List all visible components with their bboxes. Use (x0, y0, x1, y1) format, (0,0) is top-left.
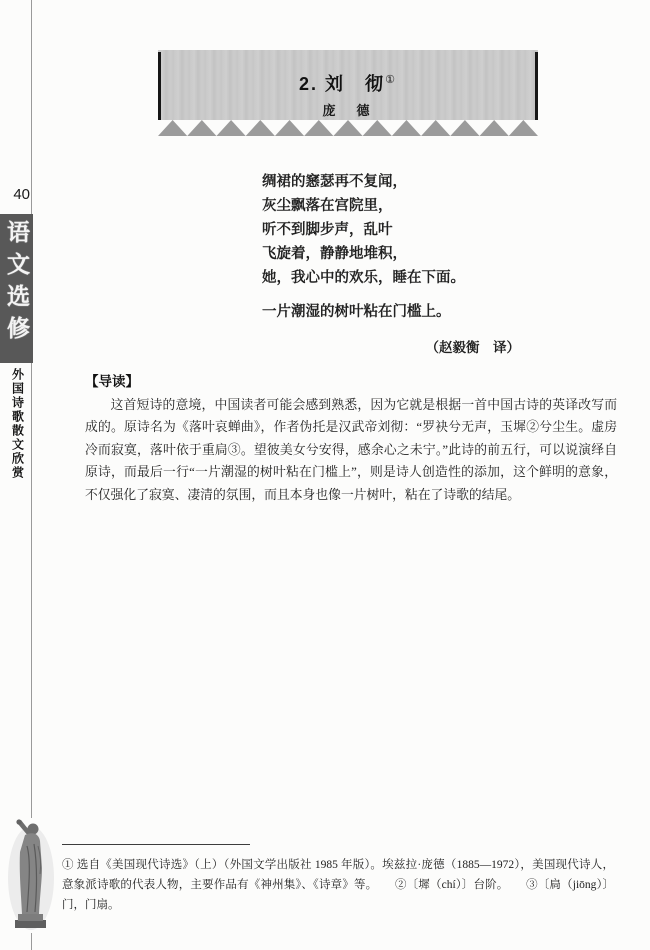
lesson-title (158, 50, 538, 96)
poem-closing-line: 一片潮湿的树叶粘在门槛上。 (262, 304, 451, 320)
footnote-text: ① 选自《美国现代诗选》（上）（外国文学出版社 1985 年版）。埃兹拉·庞德（1885—1972），美国现代诗人，意象派诗歌的代表人物，主要作品有《神州集》、《诗章》等。 ②〔墀（chí）〕台阶。 ③〔扃（jiōng）〕门，门扇。 (62, 859, 614, 911)
guide-paragraph: 这首短诗的意境，中国读者可能会感到熟悉，因为它就是根据一首中国古诗的英译改写而成的。原诗名为《落叶哀蝉曲》，作者伪托是汉武帝刘彻：“罗袂兮无声，玉墀②兮尘生。虚房冷而寂寞，落叶依于重扃③。望彼美女兮安得，感余心之未宁。”此诗的前五行，可以说演绎自原诗，而最后一行“一片潮湿的树叶粘在门槛上”，则是诗人创造性的添加，这个鲜明的意象，不仅强化了寂寞、凄清的氛围，而且本身也像一片树叶，粘在了诗歌的结尾。 (85, 398, 617, 502)
footnote-section (62, 844, 614, 915)
poem-line: 绸裙的窸瑟再不复闻， (262, 174, 407, 190)
lesson-author: 庞 德 (322, 103, 374, 118)
margin-rule-bottom (31, 933, 32, 950)
poem-block (262, 170, 520, 360)
poem-line: 飞旋着，静静地堆积， (262, 246, 407, 262)
series-banner (0, 214, 33, 363)
subseries-label-text: 外国诗歌散文欣赏 (10, 368, 25, 480)
lesson-title-text: 2. 刘 彻 (299, 74, 386, 94)
poem-line: 灰尘飘落在宫院里， (262, 198, 393, 214)
series-banner-text: 语文选修 (4, 220, 29, 348)
statue-image (5, 816, 55, 932)
subseries-label (4, 368, 32, 493)
guide-section (85, 370, 617, 506)
poem-line: 听不到脚步声，乱叶 (262, 222, 393, 238)
translator-credit: （赵毅衡 译） (425, 340, 520, 355)
torn-edge-decoration (158, 120, 538, 136)
header-right-bar (535, 52, 538, 120)
lesson-title-footnote-mark: ① (385, 74, 397, 86)
lesson-header (158, 50, 538, 136)
page-number: 40 (13, 186, 30, 203)
lesson-header-panel (158, 50, 538, 120)
guide-label: 【导读】 (85, 374, 139, 389)
footnote-divider (62, 844, 250, 845)
header-left-bar (158, 52, 161, 120)
poem-line: 她，我心中的欢乐，睡在下面。 (262, 270, 465, 286)
